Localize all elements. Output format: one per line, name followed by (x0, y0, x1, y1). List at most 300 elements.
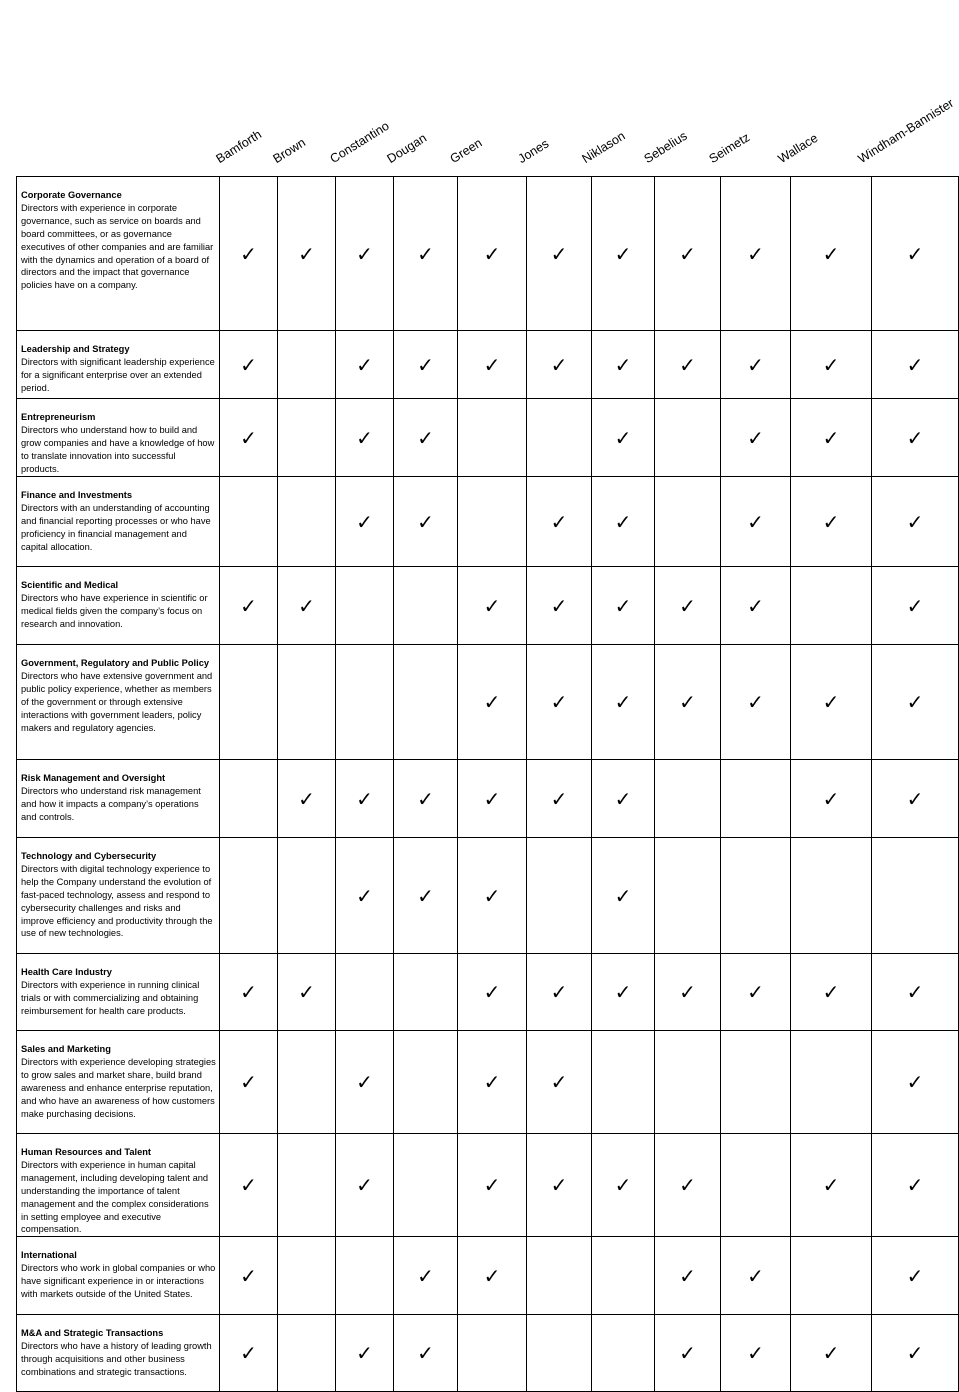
checkmark-icon: ✓ (822, 509, 840, 534)
skill-cell-sebelius (655, 567, 721, 645)
checkmark-icon: ✓ (550, 1173, 568, 1198)
skill-cell-green (458, 760, 527, 838)
skill-cell-bamforth (220, 760, 278, 838)
skill-row (17, 331, 959, 399)
skill-cell-niklason (592, 760, 655, 838)
skill-cell-dougan (394, 177, 458, 331)
skill-cell-sebelius (655, 1031, 721, 1134)
skill-cell-dougan (394, 477, 458, 567)
skill-cell-bamforth (220, 567, 278, 645)
checkmark-icon: ✓ (822, 352, 840, 377)
checkmark-icon: ✓ (614, 690, 632, 714)
skill-description: Directors with significant leadership experience for a significant enterprise over an extended period. (21, 356, 215, 393)
skill-title: Entrepreneurism (21, 412, 96, 422)
skill-cell-brown (278, 1237, 336, 1315)
checkmark-icon: ✓ (550, 690, 568, 714)
skill-cell-windham-bannister (872, 1237, 959, 1315)
checkmark-icon: ✓ (906, 425, 924, 450)
skill-cell-brown (278, 1031, 336, 1134)
skill-cell-wallace (791, 1237, 872, 1315)
checkmark-icon: ✓ (298, 593, 315, 618)
skill-cell-windham-bannister (872, 1031, 959, 1134)
checkmark-icon: ✓ (417, 786, 434, 811)
skill-cell-wallace (791, 1134, 872, 1237)
checkmark-icon: ✓ (298, 786, 315, 811)
checkmark-icon: ✓ (417, 241, 434, 266)
skill-cell-windham-bannister (872, 645, 959, 760)
skill-cell-sebelius (655, 760, 721, 838)
skill-cell-niklason (592, 567, 655, 645)
checkmark-icon: ✓ (822, 425, 840, 450)
skill-title: Technology and Cybersecurity (21, 851, 157, 861)
skill-row (17, 645, 959, 760)
checkmark-icon: ✓ (483, 352, 501, 377)
skill-cell-jones (527, 399, 592, 477)
checkmark-icon: ✓ (298, 980, 315, 1004)
skill-cell-dougan (394, 1315, 458, 1392)
skill-cell-niklason (592, 954, 655, 1031)
skill-cell-seimetz (721, 645, 791, 760)
skill-cell-jones (527, 1237, 592, 1315)
skill-cell-bamforth (220, 1237, 278, 1315)
skill-row (17, 399, 959, 477)
checkmark-icon: ✓ (822, 1173, 840, 1198)
skill-cell-bamforth (220, 1031, 278, 1134)
skill-cell-sebelius (655, 1315, 721, 1392)
checkmark-icon: ✓ (906, 593, 924, 618)
skill-cell-green (458, 399, 527, 477)
skill-cell-dougan (394, 567, 458, 645)
skill-cell-bamforth (220, 1315, 278, 1392)
skill-cell-jones (527, 954, 592, 1031)
skill-cell-brown (278, 1315, 336, 1392)
checkmark-icon: ✓ (906, 352, 924, 377)
skill-cell-bamforth (220, 838, 278, 954)
skill-title: Finance and Investments (21, 490, 133, 500)
checkmark-icon: ✓ (483, 241, 501, 266)
skill-description: Directors who understand how to build and grow companies and have a knowledge of how to translate innovation into successful products. (21, 424, 215, 474)
skill-cell-constantino (336, 331, 394, 399)
director-name-seimetz: Seimetz (706, 130, 753, 166)
skill-cell-niklason (592, 331, 655, 399)
skill-cell-dougan (394, 838, 458, 954)
checkmark-icon: ✓ (679, 1341, 696, 1366)
checkmark-icon: ✓ (822, 1341, 840, 1366)
checkmark-icon: ✓ (614, 509, 632, 534)
checkmark-icon: ✓ (906, 1173, 924, 1198)
skill-cell-green (458, 567, 527, 645)
skill-cell-green (458, 477, 527, 567)
skill-cell-constantino (336, 1134, 394, 1237)
checkmark-icon: ✓ (356, 352, 373, 377)
checkmark-icon: ✓ (483, 980, 501, 1004)
skill-cell-jones (527, 838, 592, 954)
checkmark-icon: ✓ (614, 352, 632, 377)
checkmark-icon: ✓ (614, 425, 632, 450)
skill-cell-sebelius (655, 477, 721, 567)
checkmark-icon: ✓ (550, 593, 568, 618)
skill-cell-windham-bannister (872, 838, 959, 954)
checkmark-icon: ✓ (906, 241, 924, 266)
skill-cell-seimetz (721, 399, 791, 477)
checkmark-icon: ✓ (483, 1070, 501, 1094)
checkmark-icon: ✓ (614, 883, 632, 908)
skill-cell-sebelius (655, 954, 721, 1031)
skill-row (17, 477, 959, 567)
skill-cell-jones (527, 331, 592, 399)
skill-cell-brown (278, 838, 336, 954)
checkmark-icon: ✓ (679, 241, 696, 266)
director-name-sebelius: Sebelius (641, 128, 690, 166)
director-name-wallace: Wallace (775, 130, 821, 166)
skill-cell (17, 1237, 220, 1315)
director-name-constantino: Constantino (327, 118, 392, 166)
skill-cell-seimetz (721, 1237, 791, 1315)
checkmark-icon: ✓ (417, 352, 434, 377)
skill-cell-seimetz (721, 838, 791, 954)
skill-cell-seimetz (721, 1031, 791, 1134)
skill-title: Sales and Marketing (21, 1044, 111, 1054)
skill-cell (17, 331, 220, 399)
skill-cell-constantino (336, 567, 394, 645)
checkmark-icon: ✓ (906, 980, 924, 1004)
checkmark-icon: ✓ (483, 786, 501, 811)
skill-title: Scientific and Medical (21, 580, 119, 590)
skill-cell-constantino (336, 399, 394, 477)
checkmark-icon: ✓ (679, 352, 696, 377)
checkmark-icon: ✓ (747, 509, 764, 534)
checkmark-icon: ✓ (240, 980, 257, 1004)
skill-cell-windham-bannister (872, 177, 959, 331)
skill-cell-jones (527, 760, 592, 838)
skill-row (17, 1134, 959, 1237)
checkmark-icon: ✓ (550, 980, 568, 1004)
skill-cell-wallace (791, 838, 872, 954)
checkmark-icon: ✓ (550, 241, 568, 266)
skill-cell-seimetz (721, 760, 791, 838)
skill-row (17, 760, 959, 838)
skill-cell-green (458, 177, 527, 331)
checkmark-icon: ✓ (679, 690, 696, 714)
checkmark-icon: ✓ (822, 980, 840, 1004)
checkmark-icon: ✓ (483, 883, 501, 908)
checkmark-icon: ✓ (240, 593, 257, 618)
skill-cell-jones (527, 567, 592, 645)
director-name-green: Green (447, 135, 485, 166)
checkmark-icon: ✓ (240, 1070, 257, 1094)
skill-cell-wallace (791, 177, 872, 331)
checkmark-icon: ✓ (356, 1070, 373, 1094)
skill-description: Directors with an understanding of accounting and financial reporting processes or who have proficiency in financial management and capital allocation. (21, 502, 211, 552)
skill-cell-bamforth (220, 177, 278, 331)
skill-cell-green (458, 645, 527, 760)
checkmark-icon: ✓ (240, 241, 257, 266)
checkmark-icon: ✓ (356, 241, 373, 266)
skill-cell-brown (278, 399, 336, 477)
checkmark-icon: ✓ (906, 1070, 924, 1094)
skill-cell (17, 954, 220, 1031)
skill-description: Directors who have extensive government and public policy experience, whether as members of the government or through extensive interactions with government leaders, policy makers and regulatory agencies. (21, 670, 213, 733)
skill-cell-brown (278, 331, 336, 399)
skill-cell-windham-bannister (872, 954, 959, 1031)
checkmark-icon: ✓ (483, 1263, 501, 1288)
skill-cell-constantino (336, 1315, 394, 1392)
skill-cell (17, 760, 220, 838)
skill-cell (17, 645, 220, 760)
director-name-jones: Jones (515, 136, 552, 166)
checkmark-icon: ✓ (356, 425, 373, 450)
skill-cell-green (458, 838, 527, 954)
skill-cell-sebelius (655, 177, 721, 331)
checkmark-icon: ✓ (614, 980, 632, 1004)
checkmark-icon: ✓ (356, 1341, 373, 1366)
checkmark-icon: ✓ (356, 1173, 373, 1198)
checkmark-icon: ✓ (679, 593, 696, 618)
skill-cell-dougan (394, 954, 458, 1031)
checkmark-icon: ✓ (240, 1341, 257, 1366)
checkmark-icon: ✓ (356, 509, 373, 534)
skill-cell-constantino (336, 760, 394, 838)
skill-cell-windham-bannister (872, 399, 959, 477)
skill-cell-windham-bannister (872, 477, 959, 567)
skill-row (17, 1315, 959, 1392)
skill-row (17, 838, 959, 954)
skill-title: Human Resources and Talent (21, 1147, 152, 1157)
checkmark-icon: ✓ (747, 352, 764, 377)
checkmark-icon: ✓ (906, 1263, 924, 1288)
skill-cell-jones (527, 645, 592, 760)
skill-cell-dougan (394, 1134, 458, 1237)
skill-cell-sebelius (655, 645, 721, 760)
skill-cell-windham-bannister (872, 567, 959, 645)
skill-cell-bamforth (220, 954, 278, 1031)
skill-cell-sebelius (655, 331, 721, 399)
checkmark-icon: ✓ (550, 1070, 568, 1094)
skill-cell-dougan (394, 760, 458, 838)
checkmark-icon: ✓ (747, 593, 764, 618)
checkmark-icon: ✓ (906, 690, 924, 714)
checkmark-icon: ✓ (614, 241, 632, 266)
skill-cell-wallace (791, 567, 872, 645)
skill-cell (17, 838, 220, 954)
skill-title: International (21, 1250, 77, 1261)
checkmark-icon: ✓ (747, 980, 764, 1004)
skill-cell-wallace (791, 399, 872, 477)
checkmark-icon: ✓ (298, 241, 315, 266)
skill-description: Directors who work in global companies or who have significant experience in or interactions with markets outside of the United States. (21, 1263, 216, 1300)
skill-cell-green (458, 331, 527, 399)
skill-cell-dougan (394, 1237, 458, 1315)
skill-cell-dougan (394, 331, 458, 399)
skill-cell-windham-bannister (872, 1315, 959, 1392)
skill-cell-green (458, 1031, 527, 1134)
director-header (0, 0, 959, 176)
skill-cell (17, 1134, 220, 1237)
skill-cell-wallace (791, 645, 872, 760)
skill-cell-wallace (791, 1315, 872, 1392)
skill-cell-bamforth (220, 477, 278, 567)
skill-cell-constantino (336, 1237, 394, 1315)
skill-description: Directors who have experience in scientific or medical fields given the company’s focus on research and innovation. (21, 592, 208, 629)
skills-matrix (16, 176, 959, 1392)
checkmark-icon: ✓ (417, 883, 434, 908)
checkmark-icon: ✓ (483, 690, 501, 714)
skill-cell-brown (278, 567, 336, 645)
skill-cell-wallace (791, 477, 872, 567)
checkmark-icon: ✓ (906, 786, 924, 811)
skill-cell-niklason (592, 477, 655, 567)
skill-description: Directors with digital technology experience to help the Company understand the evolution of fast-paced technology, assess and respond to cybersecurity challenges and risks and improve efficiency and productivity through the use of new technologies. (21, 863, 213, 939)
skill-title: Health Care Industry (21, 967, 112, 977)
skill-cell-dougan (394, 399, 458, 477)
skill-cell-constantino (336, 838, 394, 954)
checkmark-icon: ✓ (614, 593, 632, 618)
skill-cell-niklason (592, 838, 655, 954)
skill-description: Directors with experience in running clinical trials or with commercializing and obtaining reimbursement for health care products. (21, 979, 200, 1016)
skill-cell-seimetz (721, 1134, 791, 1237)
skill-cell-bamforth (220, 645, 278, 760)
skill-cell-jones (527, 1315, 592, 1392)
skill-cell (17, 1315, 220, 1392)
skill-cell-seimetz (721, 1315, 791, 1392)
checkmark-icon: ✓ (747, 1341, 764, 1366)
skill-cell-seimetz (721, 954, 791, 1031)
checkmark-icon: ✓ (822, 690, 840, 714)
skill-row (17, 954, 959, 1031)
skill-description: Directors with experience in human capital management, including developing talent and understanding the importance of talent management and the complex considerations in setting employee and executive compensation. (21, 1159, 209, 1235)
skill-cell-constantino (336, 477, 394, 567)
checkmark-icon: ✓ (240, 1263, 257, 1288)
skill-cell-sebelius (655, 1237, 721, 1315)
skill-cell (17, 177, 220, 331)
checkmark-icon: ✓ (679, 1263, 696, 1288)
skill-cell-wallace (791, 331, 872, 399)
skill-cell-seimetz (721, 477, 791, 567)
checkmark-icon: ✓ (240, 1173, 257, 1198)
skill-cell-jones (527, 477, 592, 567)
skill-cell-constantino (336, 954, 394, 1031)
checkmark-icon: ✓ (679, 980, 696, 1004)
skill-cell-brown (278, 954, 336, 1031)
checkmark-icon: ✓ (417, 509, 434, 534)
director-name-brown: Brown (270, 135, 309, 166)
checkmark-icon: ✓ (614, 786, 632, 811)
checkmark-icon: ✓ (550, 509, 568, 534)
skill-cell-brown (278, 760, 336, 838)
director-name-windham-bannister: Windham-Bannister (855, 95, 957, 166)
skill-cell-windham-bannister (872, 1134, 959, 1237)
skill-cell-niklason (592, 399, 655, 477)
skill-cell-seimetz (721, 567, 791, 645)
skill-description: Directors with experience in corporate governance, such as service on boards and board committees, or as governance executives of other companies and are familiar with the dynamics and operation of a board of directors and the impact that governance policies have on a company. (21, 202, 214, 291)
skill-cell-niklason (592, 1031, 655, 1134)
skill-cell (17, 399, 220, 477)
director-name-niklason: Niklason (579, 128, 628, 166)
skill-row (17, 1237, 959, 1315)
checkmark-icon: ✓ (747, 241, 764, 266)
skill-cell (17, 477, 220, 567)
skill-cell (17, 567, 220, 645)
skill-description: Directors who have a history of leading growth through acquisitions and other business combinations and strategic transactions. (21, 1341, 212, 1378)
skill-cell-sebelius (655, 1134, 721, 1237)
skill-cell-wallace (791, 954, 872, 1031)
skill-cell-jones (527, 177, 592, 331)
checkmark-icon: ✓ (906, 1341, 924, 1366)
skill-cell-wallace (791, 1031, 872, 1134)
skill-cell-niklason (592, 1315, 655, 1392)
skill-cell-jones (527, 1031, 592, 1134)
checkmark-icon: ✓ (483, 1173, 501, 1198)
checkmark-icon: ✓ (356, 786, 373, 811)
skill-row (17, 1031, 959, 1134)
checkmark-icon: ✓ (747, 425, 764, 450)
skill-cell-bamforth (220, 399, 278, 477)
checkmark-icon: ✓ (747, 690, 764, 714)
skill-cell-green (458, 1315, 527, 1392)
skill-cell-constantino (336, 1031, 394, 1134)
checkmark-icon: ✓ (550, 352, 568, 377)
skill-title: Leadership and Strategy (21, 344, 130, 354)
checkmark-icon: ✓ (417, 1263, 434, 1288)
skill-cell-bamforth (220, 331, 278, 399)
skill-cell-brown (278, 645, 336, 760)
checkmark-icon: ✓ (356, 883, 373, 908)
skill-title: Government, Regulatory and Public Policy (21, 658, 210, 668)
skill-cell-dougan (394, 645, 458, 760)
skill-cell-green (458, 1134, 527, 1237)
director-name-bamforth: Bamforth (213, 127, 265, 166)
checkmark-icon: ✓ (417, 1341, 434, 1366)
skill-cell-green (458, 954, 527, 1031)
skill-row (17, 567, 959, 645)
skill-title: Corporate Governance (21, 190, 122, 200)
director-name-dougan: Dougan (384, 130, 430, 166)
checkmark-icon: ✓ (483, 593, 501, 618)
checkmark-icon: ✓ (240, 425, 257, 450)
skill-cell-seimetz (721, 177, 791, 331)
checkmark-icon: ✓ (906, 509, 924, 534)
skill-cell-niklason (592, 1237, 655, 1315)
checkmark-icon: ✓ (614, 1173, 632, 1198)
checkmark-icon: ✓ (417, 425, 434, 450)
skill-cell-windham-bannister (872, 331, 959, 399)
skill-title: Risk Management and Oversight (21, 773, 166, 783)
skill-cell-jones (527, 1134, 592, 1237)
skill-cell-wallace (791, 760, 872, 838)
skill-cell-brown (278, 1134, 336, 1237)
checkmark-icon: ✓ (747, 1263, 764, 1288)
skill-cell (17, 1031, 220, 1134)
skill-row (17, 177, 959, 331)
skill-description: Directors with experience developing strategies to grow sales and market share, build brand awareness and enhance enterprise reputation, and who have an awareness of how customers make purchasing decisions. (21, 1056, 216, 1119)
skill-cell-dougan (394, 1031, 458, 1134)
skill-cell-seimetz (721, 331, 791, 399)
skill-description: Directors who understand risk management and how it impacts a company’s operations and controls. (21, 785, 201, 822)
skill-cell-constantino (336, 177, 394, 331)
skill-cell-brown (278, 477, 336, 567)
skill-cell-niklason (592, 1134, 655, 1237)
skill-cell-constantino (336, 645, 394, 760)
skill-cell-niklason (592, 177, 655, 331)
checkmark-icon: ✓ (679, 1173, 696, 1198)
skill-cell-sebelius (655, 399, 721, 477)
skill-cell-niklason (592, 645, 655, 760)
skill-cell-sebelius (655, 838, 721, 954)
skill-cell-brown (278, 177, 336, 331)
checkmark-icon: ✓ (240, 352, 257, 377)
skill-cell-green (458, 1237, 527, 1315)
skill-title: M&A and Strategic Transactions (21, 1328, 164, 1339)
